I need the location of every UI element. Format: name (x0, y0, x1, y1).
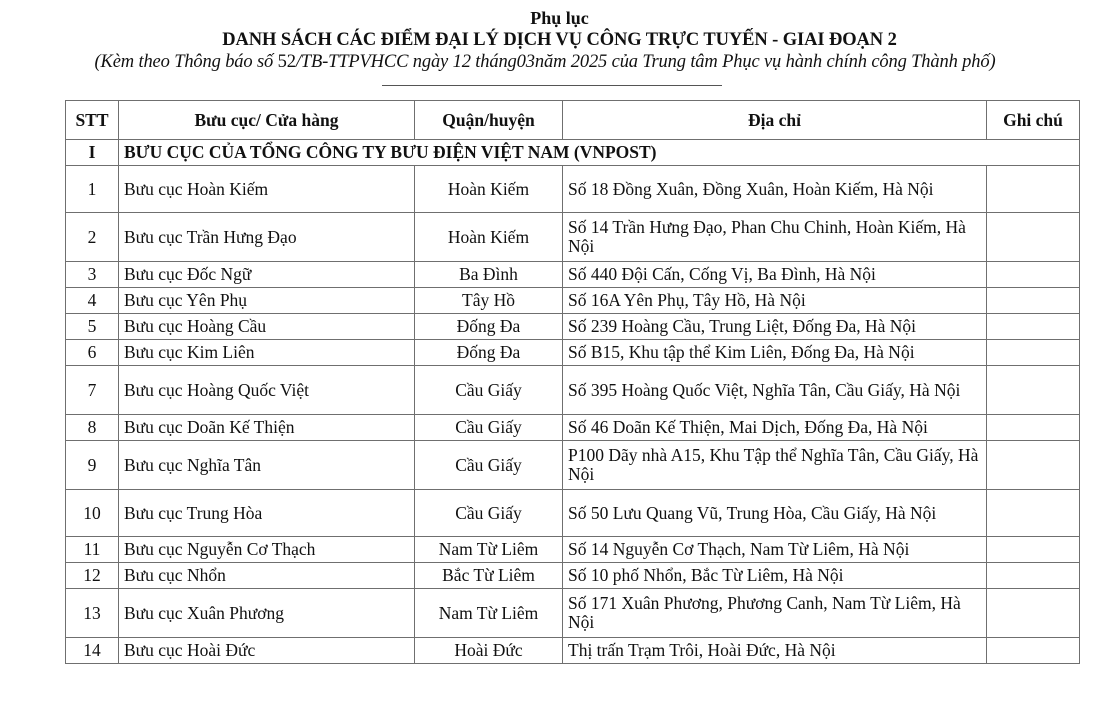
cell-district: Hoàn Kiếm (415, 213, 563, 262)
cell-stt: 14 (66, 638, 119, 664)
cell-address: Số 14 Trần Hưng Đạo, Phan Chu Chinh, Hoàn Kiếm, Hà Nội (563, 213, 987, 262)
cell-note (987, 638, 1080, 664)
cell-address: Số 440 Đội Cấn, Cống Vị, Ba Đình, Hà Nội (563, 262, 987, 288)
cell-name: Bưu cục Nhổn (119, 563, 415, 589)
table-row (66, 537, 1080, 563)
cell-address: Số 239 Hoàng Cầu, Trung Liệt, Đống Đa, Hà Nội (563, 314, 987, 340)
cell-stt: 9 (66, 441, 119, 490)
cell-note (987, 314, 1080, 340)
document-subtitle (0, 51, 1090, 73)
column-header-address: Địa chỉ (563, 101, 987, 140)
table-row (66, 262, 1080, 288)
cell-name: Bưu cục Nguyễn Cơ Thạch (119, 537, 415, 563)
cell-note (987, 288, 1080, 314)
subtitle-text: tháng (470, 52, 517, 72)
cell-address: Số 171 Xuân Phương, Phương Canh, Nam Từ Liêm, Hà Nội (563, 589, 987, 638)
cell-stt: 7 (66, 366, 119, 415)
appendix-label: Phụ lục (530, 8, 589, 28)
table-row (66, 366, 1080, 415)
cell-address: Số 10 phố Nhổn, Bắc Từ Liêm, Hà Nội (563, 563, 987, 589)
table-row (66, 415, 1080, 441)
cell-address: Số 50 Lưu Quang Vũ, Trung Hòa, Cầu Giấy, Hà Nội (563, 490, 987, 537)
cell-district: Đống Đa (415, 340, 563, 366)
cell-name: Bưu cục Hoàng Cầu (119, 314, 415, 340)
column-header-stt: STT (66, 101, 119, 140)
cell-district: Hoàn Kiếm (415, 166, 563, 213)
cell-stt: 12 (66, 563, 119, 589)
table-row (66, 589, 1080, 638)
cell-name: Bưu cục Kim Liên (119, 340, 415, 366)
cell-district: Cầu Giấy (415, 490, 563, 537)
subtitle-text: /TB-TTPVHCC ngày (295, 52, 453, 72)
cell-district: Tây Hồ (415, 288, 563, 314)
cell-district: Nam Từ Liêm (415, 589, 563, 638)
cell-stt: 4 (66, 288, 119, 314)
cell-name: Bưu cục Trần Hưng Đạo (119, 213, 415, 262)
cell-name: Bưu cục Hoàng Quốc Việt (119, 366, 415, 415)
cell-name: Bưu cục Nghĩa Tân (119, 441, 415, 490)
section-number: I (66, 140, 119, 166)
cell-stt: 5 (66, 314, 119, 340)
cell-stt: 8 (66, 415, 119, 441)
cell-note (987, 340, 1080, 366)
cell-address: Số 395 Hoàng Quốc Việt, Nghĩa Tân, Cầu Giấy, Hà Nội (563, 366, 987, 415)
notice-month: 03 (516, 52, 535, 72)
cell-stt: 1 (66, 166, 119, 213)
table-row (66, 340, 1080, 366)
subtitle-text: (Kèm theo Thông báo số (94, 52, 278, 72)
title-divider (382, 85, 722, 86)
table-row (66, 563, 1080, 589)
cell-address: Số 14 Nguyễn Cơ Thạch, Nam Từ Liêm, Hà Nội (563, 537, 987, 563)
cell-address: Thị trấn Trạm Trôi, Hoài Đức, Hà Nội (563, 638, 987, 664)
cell-district: Hoài Đức (415, 638, 563, 664)
cell-note (987, 537, 1080, 563)
cell-district: Đống Đa (415, 314, 563, 340)
cell-district: Bắc Từ Liêm (415, 563, 563, 589)
cell-district: Cầu Giấy (415, 415, 563, 441)
cell-name: Bưu cục Đốc Ngữ (119, 262, 415, 288)
table-row (66, 288, 1080, 314)
section-title: BƯU CỤC CỦA TỔNG CÔNG TY BƯU ĐIỆN VIỆT NAM (VNPOST) (119, 140, 1080, 166)
cell-stt: 10 (66, 490, 119, 537)
cell-address: Số B15, Khu tập thể Kim Liên, Đống Đa, Hà Nội (563, 340, 987, 366)
notice-day: 12 (452, 52, 471, 72)
column-header-district: Quận/huyện (415, 101, 563, 140)
table-row (66, 638, 1080, 664)
notice-number: 52 (277, 52, 296, 72)
cell-note (987, 441, 1080, 490)
cell-name: Bưu cục Doãn Kế Thiện (119, 415, 415, 441)
table-row (66, 490, 1080, 537)
cell-address: Số 16A Yên Phụ, Tây Hồ, Hà Nội (563, 288, 987, 314)
cell-name: Bưu cục Hoàn Kiếm (119, 166, 415, 213)
cell-stt: 2 (66, 213, 119, 262)
column-header-note: Ghi chú (987, 101, 1080, 140)
cell-note (987, 166, 1080, 213)
cell-note (987, 589, 1080, 638)
cell-stt: 11 (66, 537, 119, 563)
agent-points-table (65, 100, 1080, 664)
subtitle-text: năm 2025 của Trung tâm Phục vụ hành chính công Thành phố) (534, 52, 996, 72)
cell-note (987, 366, 1080, 415)
cell-note (987, 563, 1080, 589)
cell-name: Bưu cục Trung Hòa (119, 490, 415, 537)
cell-district: Ba Đình (415, 262, 563, 288)
table-row (66, 166, 1080, 213)
cell-address: Số 18 Đồng Xuân, Đồng Xuân, Hoàn Kiếm, Hà Nội (563, 166, 987, 213)
cell-stt: 6 (66, 340, 119, 366)
table-row (66, 213, 1080, 262)
cell-name: Bưu cục Yên Phụ (119, 288, 415, 314)
cell-address: Số 46 Doãn Kế Thiện, Mai Dịch, Đống Đa, Hà Nội (563, 415, 987, 441)
cell-note (987, 262, 1080, 288)
document-title: DANH SÁCH CÁC ĐIỂM ĐẠI LÝ DỊCH VỤ CÔNG TRỰC TUYẾN - GIAI ĐOẠN 2 (222, 30, 897, 50)
cell-district: Nam Từ Liêm (415, 537, 563, 563)
cell-stt: 13 (66, 589, 119, 638)
section-row (66, 140, 1080, 166)
cell-district: Cầu Giấy (415, 366, 563, 415)
cell-note (987, 213, 1080, 262)
cell-name: Bưu cục Xuân Phương (119, 589, 415, 638)
cell-name: Bưu cục Hoài Đức (119, 638, 415, 664)
column-header-name: Bưu cục/ Cửa hàng (119, 101, 415, 140)
table-header-row (66, 101, 1080, 140)
cell-note (987, 490, 1080, 537)
table-row (66, 441, 1080, 490)
cell-address: P100 Dãy nhà A15, Khu Tập thể Nghĩa Tân, Cầu Giấy, Hà Nội (563, 441, 987, 490)
table-row (66, 314, 1080, 340)
cell-note (987, 415, 1080, 441)
cell-stt: 3 (66, 262, 119, 288)
cell-district: Cầu Giấy (415, 441, 563, 490)
